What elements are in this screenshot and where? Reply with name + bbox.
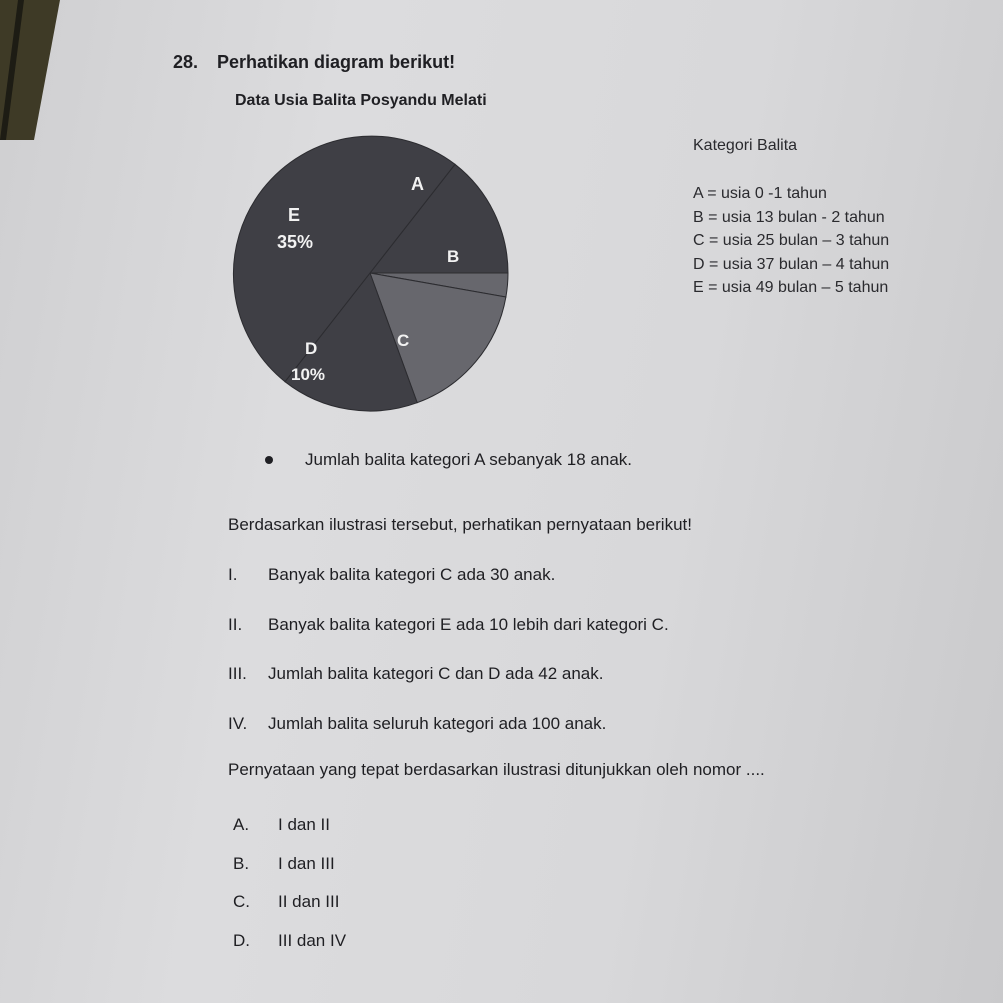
legend-item-b: B = usia 13 bulan - 2 tahun	[693, 208, 885, 226]
statement-number: III.	[228, 664, 247, 683]
fact-row	[265, 450, 632, 470]
slice-label-e: E	[288, 205, 301, 225]
statement-1	[228, 565, 669, 615]
legend	[693, 137, 889, 303]
option-text: I dan II	[278, 815, 330, 834]
fact-text: Jumlah balita kategori A sebanyak 18 anak.	[305, 450, 632, 469]
question-intro: Perhatikan diagram berikut!	[217, 52, 456, 72]
bullet-icon	[265, 456, 273, 464]
option-d[interactable]	[233, 931, 346, 970]
statement-text: Banyak balita kategori C ada 30 anak.	[268, 565, 556, 584]
slice-label-a: A	[411, 174, 424, 194]
pie-chart	[225, 128, 515, 418]
option-letter: C.	[233, 892, 250, 911]
legend-title: Kategori Balita	[693, 137, 798, 154]
slice-label-c: C	[397, 331, 410, 350]
legend-item-a: A = usia 0 -1 tahun	[693, 185, 827, 202]
statement-number: IV.	[228, 713, 248, 733]
legend-item-c: C = usia 25 bulan – 3 tahun	[693, 232, 890, 249]
statement-number: II.	[228, 614, 243, 634]
chart-title: Data Usia Balita Posyandu Melati	[235, 92, 487, 109]
question-ask: Pernyataan yang tepat berdasarkan ilustrasi ditunjukkan oleh nomor ....	[228, 760, 765, 779]
slice-value-e: 35%	[277, 232, 314, 252]
option-letter: A.	[233, 815, 250, 834]
option-letter: D.	[233, 930, 250, 950]
statement-2	[228, 615, 669, 665]
option-a[interactable]	[233, 815, 346, 854]
statement-prompt: Berdasarkan ilustrasi tersebut, perhatikan pernyataan berikut!	[228, 515, 692, 534]
statement-3	[228, 664, 669, 714]
option-b[interactable]	[233, 854, 346, 893]
statement-4	[228, 714, 669, 764]
option-text: I dan III	[278, 853, 335, 873]
question-number: 28.	[173, 52, 199, 72]
statement-text: Jumlah balita kategori C dan D ada 42 anak.	[268, 664, 604, 683]
slice-value-d: 10%	[291, 365, 326, 384]
option-letter: B.	[233, 853, 250, 873]
statement-list	[228, 565, 669, 763]
legend-item-e: E = usia 49 bulan – 5 tahun	[693, 279, 889, 296]
slice-label-d: D	[305, 339, 318, 358]
option-text: III dan IV	[278, 930, 347, 950]
option-c[interactable]	[233, 892, 346, 931]
legend-item-d: D = usia 37 bulan – 4 tahun	[693, 255, 890, 273]
statement-text: Jumlah balita seluruh kategori ada 100 anak.	[268, 713, 607, 733]
option-text: II dan III	[278, 892, 340, 911]
statement-text: Banyak balita kategori E ada 10 lebih dari kategori C.	[268, 614, 669, 634]
statement-number: I.	[228, 565, 238, 584]
binder-edge-decoration	[0, 0, 60, 140]
slice-label-b: B	[447, 247, 460, 266]
answer-options	[233, 815, 346, 969]
